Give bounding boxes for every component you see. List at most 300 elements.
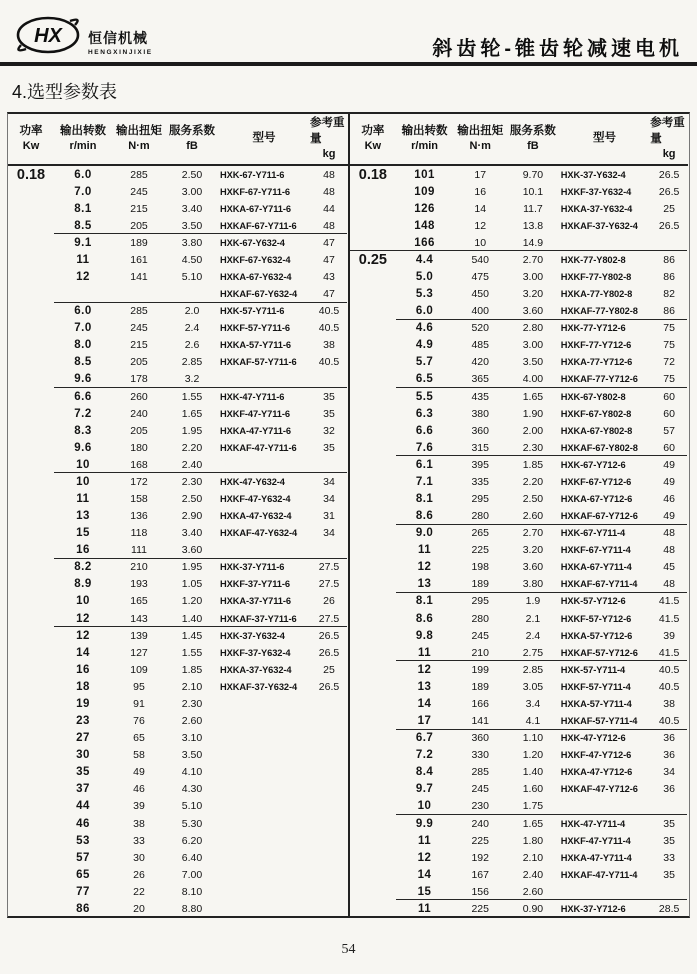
cell-service-factor: 1.40 [181,612,203,625]
cell-output-speed: 8.4 [415,766,434,779]
cell-weight: 34 [663,766,675,779]
cell-weight: 26.5 [318,646,340,659]
table-row [350,764,688,781]
cell-output-speed: 18 [76,680,90,693]
table-row [350,200,688,217]
table-row [350,183,688,200]
cell-service-factor: 13.8 [522,219,544,232]
cell-model: HXKAF-67-Y711-4 [560,579,638,590]
table-row [350,508,688,525]
cell-weight: 86 [663,305,675,318]
cell-output-torque: 435 [471,390,489,403]
group-separator [54,233,347,234]
cell-output-torque: 109 [130,663,148,676]
cell-service-factor: 2.60 [522,510,544,523]
table-row [350,525,688,542]
table-row [8,661,348,678]
cell-output-speed: 6.6 [415,424,434,437]
cell-output-speed: 9.6 [74,373,92,386]
cell-output-speed: 6.1 [415,458,434,471]
cell-service-factor: 2.90 [181,510,203,523]
cell-service-factor: 1.65 [181,407,203,420]
cell-weight: 25 [663,202,675,215]
cell-service-factor: 3.40 [181,202,203,215]
cell-service-factor: 8.10 [181,885,203,898]
table-row [350,593,688,610]
cell-model: HXK-47-Y632-4 [220,476,285,487]
cell-output-torque: 95 [133,680,145,693]
table-row [8,832,348,849]
cell-service-factor: 1.10 [522,732,544,745]
cell-model: HXK-67-Y711-6 [220,169,285,180]
cell-weight: 40.5 [318,322,340,335]
cell-output-speed: 8.6 [415,612,434,625]
cell-service-factor: 1.65 [522,390,544,403]
cell-service-factor: 5.10 [181,800,203,813]
table-row [8,217,348,234]
cell-output-speed: 7.0 [74,185,92,198]
cell-output-speed: 8.1 [415,595,434,608]
cell-output-torque: 245 [471,783,489,796]
cell-output-speed: 57 [76,851,90,864]
cell-model: HXK-57-Y712-6 [560,596,626,607]
cell-output-torque: 210 [471,646,489,659]
cell-service-factor: 1.55 [181,390,203,403]
cell-service-factor: 1.65 [522,817,544,830]
table-header-left [8,114,348,166]
cell-output-speed: 10 [76,595,90,608]
cell-output-speed: 101 [414,168,435,181]
group-separator [396,729,687,730]
cell-output-torque: 193 [130,578,148,591]
col-header-weight: 参考重量 kg [310,117,345,161]
cell-weight: 27.5 [318,578,340,591]
table-row [350,866,688,883]
table-body-right [350,166,688,918]
cell-model: HXKF-57-Y711-4 [560,681,631,692]
table-row [8,268,348,285]
group-separator [54,387,347,388]
cell-service-factor: 2.85 [181,356,203,369]
brand-logo [12,10,153,60]
table-row [350,781,688,798]
cell-output-torque: 33 [133,834,145,847]
cell-output-speed: 37 [76,783,90,796]
cell-output-torque: 20 [133,902,145,915]
table-row [350,798,688,815]
cell-output-torque: 285 [130,305,148,318]
cell-output-speed: 8.6 [415,510,434,523]
cell-model: HXKA-37-Y632-4 [560,203,633,214]
cell-output-speed: 10 [76,475,90,488]
cell-output-torque: 76 [133,715,145,728]
group-separator [396,387,687,388]
table-row [8,730,348,747]
table-row [350,217,688,234]
table-row [8,200,348,217]
table-row [8,576,348,593]
cell-model: HXKA-67-Y711-6 [220,203,291,214]
table-header-right [350,114,688,166]
cell-service-factor: 1.40 [522,766,544,779]
cell-output-torque: 295 [471,493,489,506]
cell-weight: 48 [663,544,675,557]
table-row [350,883,688,900]
table-row [350,695,688,712]
cell-output-speed: 4.9 [415,339,434,352]
cell-output-speed: 27 [76,732,90,745]
cell-model: HXKAF-57-Y711-6 [220,357,297,368]
cell-output-torque: 189 [130,236,148,249]
cell-output-torque: 161 [130,253,148,266]
cell-output-torque: 165 [130,595,148,608]
cell-weight: 26 [323,595,335,608]
cell-output-torque: 65 [133,732,145,745]
cell-model: HXKA-67-Y632-4 [220,272,292,282]
selection-parameter-table [7,112,690,918]
cell-weight: 34 [323,493,335,506]
cell-weight: 26.5 [658,185,680,198]
cell-output-speed: 11 [76,253,90,266]
cell-model: HXKA-47-Y711-6 [220,425,291,436]
cell-model: HXKA-47-Y711-4 [560,852,632,863]
cell-service-factor: 10.1 [522,185,544,198]
cell-service-factor: 2.20 [181,441,203,454]
cell-model: HXKAF-67-Y711-6 [220,220,297,231]
table-row [350,747,688,764]
cell-output-torque: 205 [130,219,148,232]
cell-weight: 47 [323,288,335,301]
table-row [8,371,348,388]
cell-model: HXKAF-47-Y632-4 [220,528,298,539]
cell-output-torque: 225 [471,902,489,915]
cell-output-speed: 8.9 [74,578,92,591]
table-row [8,644,348,661]
cell-model: HXKF-57-Y711-6 [220,323,290,334]
cell-output-speed: 8.1 [74,202,92,215]
cell-weight: 35 [323,441,335,454]
cell-output-speed: 6.6 [74,390,92,403]
cell-weight: 36 [663,783,675,796]
cell-service-factor: 3.2 [184,373,200,386]
table-row [350,627,688,644]
table-row [350,713,688,730]
table-row [350,661,688,678]
col-header-power: 功率 Kw [361,124,385,153]
cell-weight: 47 [323,236,335,249]
cell-output-speed: 12 [417,561,432,574]
cell-service-factor: 2.60 [181,715,203,728]
cell-output-torque: 280 [471,510,489,523]
cell-weight: 60 [663,407,675,420]
cell-output-torque: 180 [130,441,148,454]
cell-service-factor: 3.20 [522,288,544,301]
cell-model: HXK-37-Y632-4 [220,630,285,641]
table-row [8,559,348,576]
cell-model: HXK-57-Y711-4 [560,664,626,675]
cell-output-speed: 8.2 [74,561,92,574]
group-separator [396,592,687,593]
page-number: 54 [341,942,356,957]
cell-output-torque: 360 [471,732,489,745]
cell-model: HXKF-47-Y632-4 [220,494,291,505]
brand-name [88,28,153,56]
cell-model: HXKA-57-Y711-4 [560,698,632,709]
table-row [8,747,348,764]
cell-weight: 40.5 [658,715,680,728]
cell-weight: 26.5 [658,219,680,232]
col-header-fb: 服务系数 fB [169,124,215,153]
table-row [350,303,688,320]
col-header-weight: 参考重量 kg [650,117,685,161]
cell-model: HXKAF-67-Y802-8 [560,442,638,453]
cell-output-torque: 22 [133,885,145,898]
cell-output-torque: 475 [471,271,489,283]
table-row [8,883,348,900]
table-row [8,849,348,866]
table-row [8,388,348,405]
cell-weight: 75 [663,322,675,335]
cell-service-factor: 3.00 [181,185,203,198]
cell-output-torque: 10 [474,236,487,249]
cell-output-speed: 5.3 [415,288,434,301]
cell-service-factor: 1.85 [522,458,544,471]
cell-weight: 35 [663,834,675,847]
group-separator [54,626,347,627]
cell-service-factor: 1.95 [181,561,203,574]
table-row [350,610,688,627]
cell-service-factor: 2.00 [522,424,544,437]
cell-service-factor: 3.40 [181,527,203,540]
cell-output-torque: 205 [130,356,148,369]
table-row [8,183,348,200]
cell-output-speed: 11 [417,646,432,659]
cell-output-torque: 245 [130,185,148,198]
cell-model: HXKAF-77-Y712-6 [560,374,638,385]
cell-output-torque: 166 [471,697,489,710]
table-row [350,337,688,354]
cell-output-speed: 5.5 [415,390,434,403]
col-header-speed: 输出转数 r/min [60,124,106,153]
table-row [350,422,688,439]
cell-model: HXK-47-Y711-6 [220,391,285,402]
cell-service-factor: 2.50 [181,168,203,181]
cell-output-torque: 230 [471,800,489,813]
col-header-model: 型号 [592,132,616,145]
table-row [350,542,688,559]
cell-service-factor: 2.1 [525,612,541,625]
table-row [8,251,348,268]
cell-output-speed: 8.5 [74,219,92,232]
cell-weight: 57 [663,424,675,437]
hx-logo-icon [12,10,84,60]
cell-service-factor: 4.00 [522,373,544,386]
group-separator [54,472,347,473]
cell-output-speed: 12 [417,851,432,864]
cell-service-factor: 9.70 [522,168,544,181]
cell-weight: 43 [323,271,335,283]
cell-service-factor: 3.10 [181,732,203,745]
cell-output-speed: 16 [76,663,90,676]
cell-output-torque: 189 [471,680,489,693]
cell-model: HXKAF-37-Y632-4 [220,681,298,692]
cell-output-torque: 400 [471,305,489,318]
cell-output-speed: 8.3 [74,424,92,437]
table-row [350,490,688,507]
cell-model: HXK-47-Y712-6 [560,733,626,744]
cell-service-factor: 3.80 [181,236,203,249]
table-row [350,730,688,747]
cell-output-torque: 245 [130,322,148,335]
cell-weight: 49 [663,458,675,471]
cell-model: HXK-67-Y802-8 [560,391,626,402]
table-row [350,371,688,388]
cell-model: HXKA-67-Y802-8 [560,425,633,436]
cell-service-factor: 3.50 [522,356,544,369]
table-row [8,439,348,456]
cell-model: HXK-47-Y711-4 [560,818,626,829]
cell-model: HXK-37-Y632-4 [560,169,626,180]
cell-service-factor: 8.80 [181,902,203,915]
cell-service-factor: 1.60 [522,783,544,796]
cell-weight: 40.5 [658,663,680,676]
document-title: 斜齿轮-锥齿轮减速电机 [432,38,683,60]
table-row [350,268,688,285]
group-separator [54,302,347,303]
cell-model: HXK-67-Y632-4 [220,237,285,248]
cell-power: 0.18 [358,166,387,183]
cell-service-factor: 3.50 [181,749,203,762]
cell-output-speed: 6.0 [415,305,434,318]
cell-model: HXKF-67-Y712-6 [560,476,632,487]
table-row [350,456,688,473]
cell-model: HXK-77-Y802-8 [560,254,626,265]
cell-model: HXKAF-77-Y802-8 [560,306,638,317]
table-row [350,320,688,337]
table-row [8,490,348,507]
cell-output-torque: 295 [471,595,489,608]
table-row [8,627,348,644]
table-row [8,473,348,490]
table-row [8,422,348,439]
cell-service-factor: 4.10 [181,766,203,779]
cell-output-torque: 127 [130,646,148,659]
table-row [350,832,688,849]
cell-model: HXKA-77-Y712-6 [560,357,633,368]
table-row [350,473,688,490]
cell-service-factor: 2.10 [181,680,203,693]
cell-service-factor: 1.80 [522,834,544,847]
cell-weight: 26.5 [318,629,340,642]
cell-output-speed: 13 [76,510,90,523]
table-row [350,576,688,593]
cell-output-speed: 46 [76,817,90,830]
cell-output-speed: 8.5 [74,356,92,369]
col-header-fb: 服务系数 fB [509,124,556,153]
cell-weight: 40.5 [318,305,340,318]
cell-model: HXKAF-57-Y712-6 [560,647,638,658]
cell-service-factor: 4.30 [181,783,203,796]
cell-service-factor: 2.70 [522,253,544,266]
table-row [350,849,688,866]
cell-service-factor: 2.30 [522,441,544,454]
cell-service-factor: 3.80 [522,578,544,591]
cell-model: HXKF-77-Y802-8 [560,272,632,282]
cell-weight: 36 [663,732,675,745]
cell-weight: 49 [663,475,675,488]
col-header-power: 功率 Kw [19,124,43,153]
cell-service-factor: 2.80 [522,322,544,335]
cell-weight: 32 [323,424,335,437]
cell-service-factor: 5.30 [181,817,203,830]
cell-output-speed: 7.6 [415,441,434,454]
cell-model: HXK-37-Y712-6 [560,903,626,914]
header-rule [0,62,697,66]
cell-output-speed: 14 [417,697,432,710]
cell-model: HXKAF-37-Y711-6 [220,613,297,624]
cell-weight: 27.5 [318,561,340,574]
cell-output-torque: 360 [471,424,489,437]
table-row [350,234,688,251]
table-right-half [348,114,688,916]
cell-weight: 46 [663,493,675,506]
cell-weight: 26.5 [318,680,340,693]
cell-model: HXKAF-37-Y632-4 [560,220,638,231]
cell-model: HXKA-37-Y632-4 [220,664,292,675]
cell-weight: 41.5 [658,612,680,625]
brand-name-en: HENGXINJIXIE [88,49,153,56]
table-row [350,559,688,576]
svg-text:HX: HX [34,25,62,47]
cell-service-factor: 1.20 [522,749,544,762]
cell-service-factor: 2.4 [184,322,200,335]
table-row [8,764,348,781]
cell-service-factor: 3.50 [181,219,203,232]
table-row [8,542,348,559]
cell-output-torque: 245 [471,629,489,642]
cell-service-factor: 4.50 [181,253,203,266]
cell-output-torque: 205 [130,424,148,437]
cell-service-factor: 1.75 [522,800,544,813]
cell-service-factor: 3.05 [522,680,544,693]
cell-output-torque: 240 [130,407,148,420]
cell-output-speed: 9.1 [74,236,92,249]
cell-output-speed: 7.0 [74,322,92,335]
table-row [8,234,348,251]
table-row [8,525,348,542]
cell-model: HXKA-67-Y712-6 [560,494,633,505]
cell-weight: 48 [323,185,335,198]
cell-weight: 25 [323,663,335,676]
group-separator [396,524,687,525]
cell-output-speed: 11 [76,493,90,506]
cell-weight: 47 [323,253,335,266]
cell-service-factor: 3.60 [522,305,544,318]
cell-power: 0.25 [358,251,387,268]
page-header [0,8,697,64]
table-row [350,286,688,303]
cell-service-factor: 1.90 [522,407,544,420]
cell-weight: 41.5 [658,595,680,608]
cell-model: HXKA-57-Y712-6 [560,630,633,641]
col-header-torque: 输出扭矩 N·m [116,124,162,153]
cell-service-factor: 0.90 [522,902,544,915]
cell-weight: 35 [663,817,675,830]
cell-service-factor: 1.05 [181,578,203,591]
cell-model: HXKF-37-Y632-4 [560,186,632,197]
cell-model: HXKF-77-Y712-6 [560,340,632,351]
cell-model: HXKF-67-Y711-6 [220,186,290,197]
